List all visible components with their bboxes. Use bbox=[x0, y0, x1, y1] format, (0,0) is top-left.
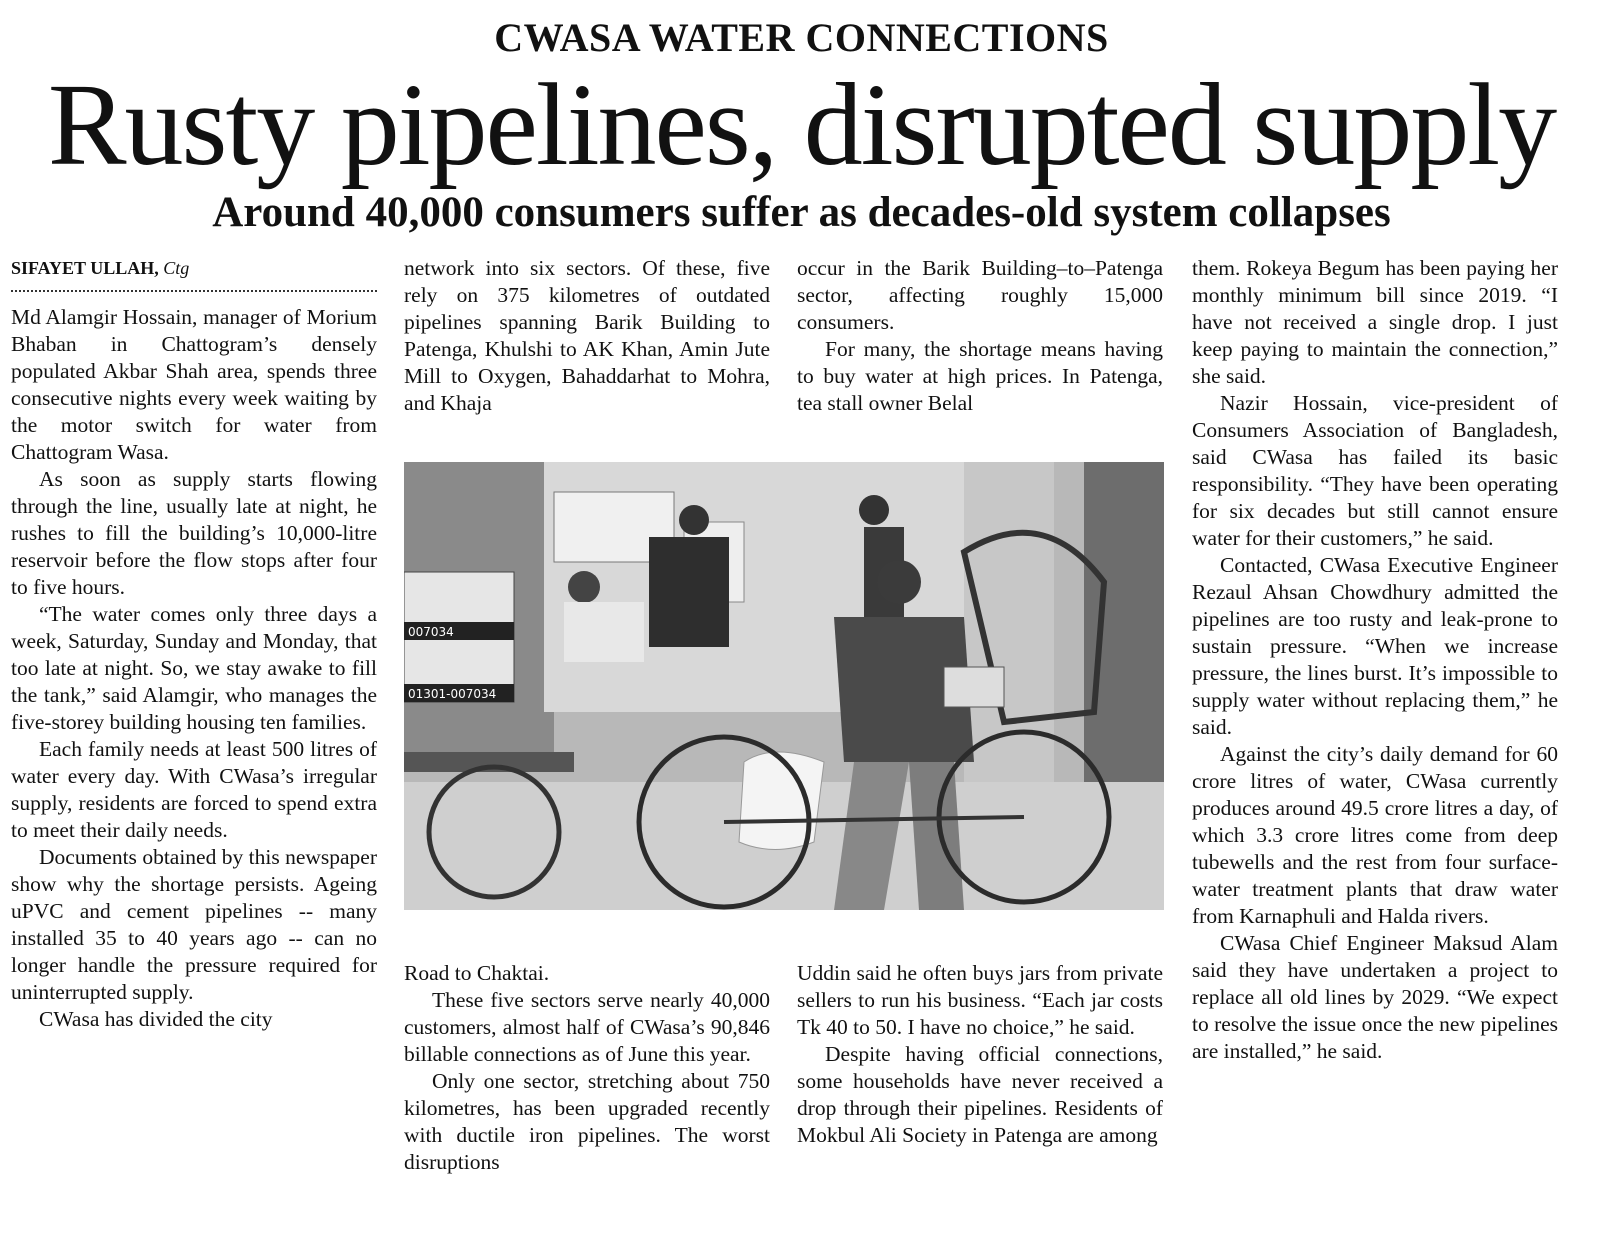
article-column-1 bbox=[11, 304, 377, 1214]
paragraph: Nazir Hossain, vice-president of Consumers Association of Bangladesh, said CWasa has failed its basic responsibility. “They have been operating for six decades but still cannot ensure water for their customers,” he said. bbox=[1192, 391, 1558, 550]
paragraph: occur in the Barik Building–to–Patenga sector, affecting roughly 15,000 consumers. bbox=[797, 256, 1163, 334]
article-column-2-bottom bbox=[404, 960, 770, 1210]
paragraph: network into six sectors. Of these, five rely on 375 kilometres of outdated pipelines spanning Barik Building to Patenga, Khulshi to AK Khan, Amin Jute Mill to Oxygen, Bahaddarhat to Mohra, and Khaja bbox=[404, 256, 770, 415]
article-column-2-top bbox=[404, 255, 770, 420]
article-column-3-bottom bbox=[797, 960, 1163, 1210]
sign-phone-text: 01301-007034 bbox=[408, 687, 497, 701]
author-name: SIFAYET ULLAH, bbox=[11, 258, 159, 278]
paragraph: These five sectors serve nearly 40,000 customers, almost half of CWasa’s 90,846 billable connections as of June this year. bbox=[404, 988, 770, 1066]
paragraph: them. Rokeya Begum has been paying her monthly minimum bill since 2019. “I have not received a single drop. I just keep paying to maintain the connection,” she said. bbox=[1192, 256, 1558, 388]
news-photo bbox=[404, 462, 1164, 910]
article-column-4 bbox=[1192, 255, 1558, 1215]
paragraph: Uddin said he often buys jars from private sellers to run his business. “Each jar costs Tk 40 to 50. I have no choice,” he said. bbox=[797, 961, 1163, 1039]
paragraph: CWasa Chief Engineer Maksud Alam said they have undertaken a project to replace all old lines by 2029. “We expect to resolve the issue once the new pipelines are installed,” he said. bbox=[1192, 931, 1558, 1063]
paragraph: “The water comes only three days a week, Saturday, Sunday and Monday, that too late at night. So, we stay awake to fill the tank,” said Alamgir, who manages the five-storey building housing ten families. bbox=[11, 602, 377, 734]
street-scene-illustration bbox=[404, 462, 1164, 910]
paragraph: Road to Chaktai. bbox=[404, 961, 550, 985]
paragraph: Despite having official connections, some households have never received a drop through their pipelines. Residents of Mokbul Ali Society in Patenga are among bbox=[797, 1042, 1163, 1147]
paragraph: Md Alamgir Hossain, manager of Morium Bhaban in Chattogram’s densely populated Akbar Shah area, spends three consecutive nights every week waiting by the motor switch for water from Chattogram Wasa. bbox=[11, 305, 377, 464]
subheadline: Around 40,000 consumers suffer as decades-old system collapses bbox=[212, 189, 1391, 236]
paragraph: Contacted, CWasa Executive Engineer Rezaul Ahsan Chowdhury admitted the pipelines are too rusty and leak-prone to sustain pressure. “When we increase pressure, the lines burst. It’s impossible to supply water without replacing them,” he said. bbox=[1192, 553, 1558, 739]
paragraph: Against the city’s daily demand for 60 crore litres of water, CWasa currently produces around 49.5 crore litres a day, of which 3.3 crore litres come from deep tubewells and the rest from four surface-water treatment plants that draw water from Karnaphuli and Halda rivers. bbox=[1192, 742, 1558, 928]
byline bbox=[11, 258, 189, 279]
byline-divider bbox=[11, 290, 377, 292]
paragraph: Only one sector, stretching about 750 kilometres, has been upgraded recently with ductile iron pipelines. The worst disruptions bbox=[404, 1069, 770, 1174]
dateline-place: Ctg bbox=[163, 258, 190, 278]
section-kicker: CWASA WATER CONNECTIONS bbox=[494, 15, 1109, 60]
sign-phone-text: 007034 bbox=[408, 625, 454, 639]
paragraph: As soon as supply starts flowing through the line, usually late at night, he rushes to fill the building’s 10,000-litre reservoir before the flow stops after four to five hours. bbox=[11, 467, 377, 599]
paragraph: Each family needs at least 500 litres of water every day. With CWasa’s irregular supply, residents are forced to spend extra to meet their daily needs. bbox=[11, 737, 377, 842]
paragraph: For many, the shortage means having to buy water at high prices. In Patenga, tea stall owner Belal bbox=[797, 337, 1163, 415]
article-column-3-top bbox=[797, 255, 1163, 420]
paragraph: CWasa has divided the city bbox=[39, 1007, 273, 1031]
page-title: Rusty pipelines, disrupted supply bbox=[47, 59, 1556, 190]
paragraph: Documents obtained by this newspaper show why the shortage persists. Ageing uPVC and cement pipelines -- many installed 35 to 40 years ago -- can no longer handle the pressure required for uninterrupted supply. bbox=[11, 845, 377, 1004]
